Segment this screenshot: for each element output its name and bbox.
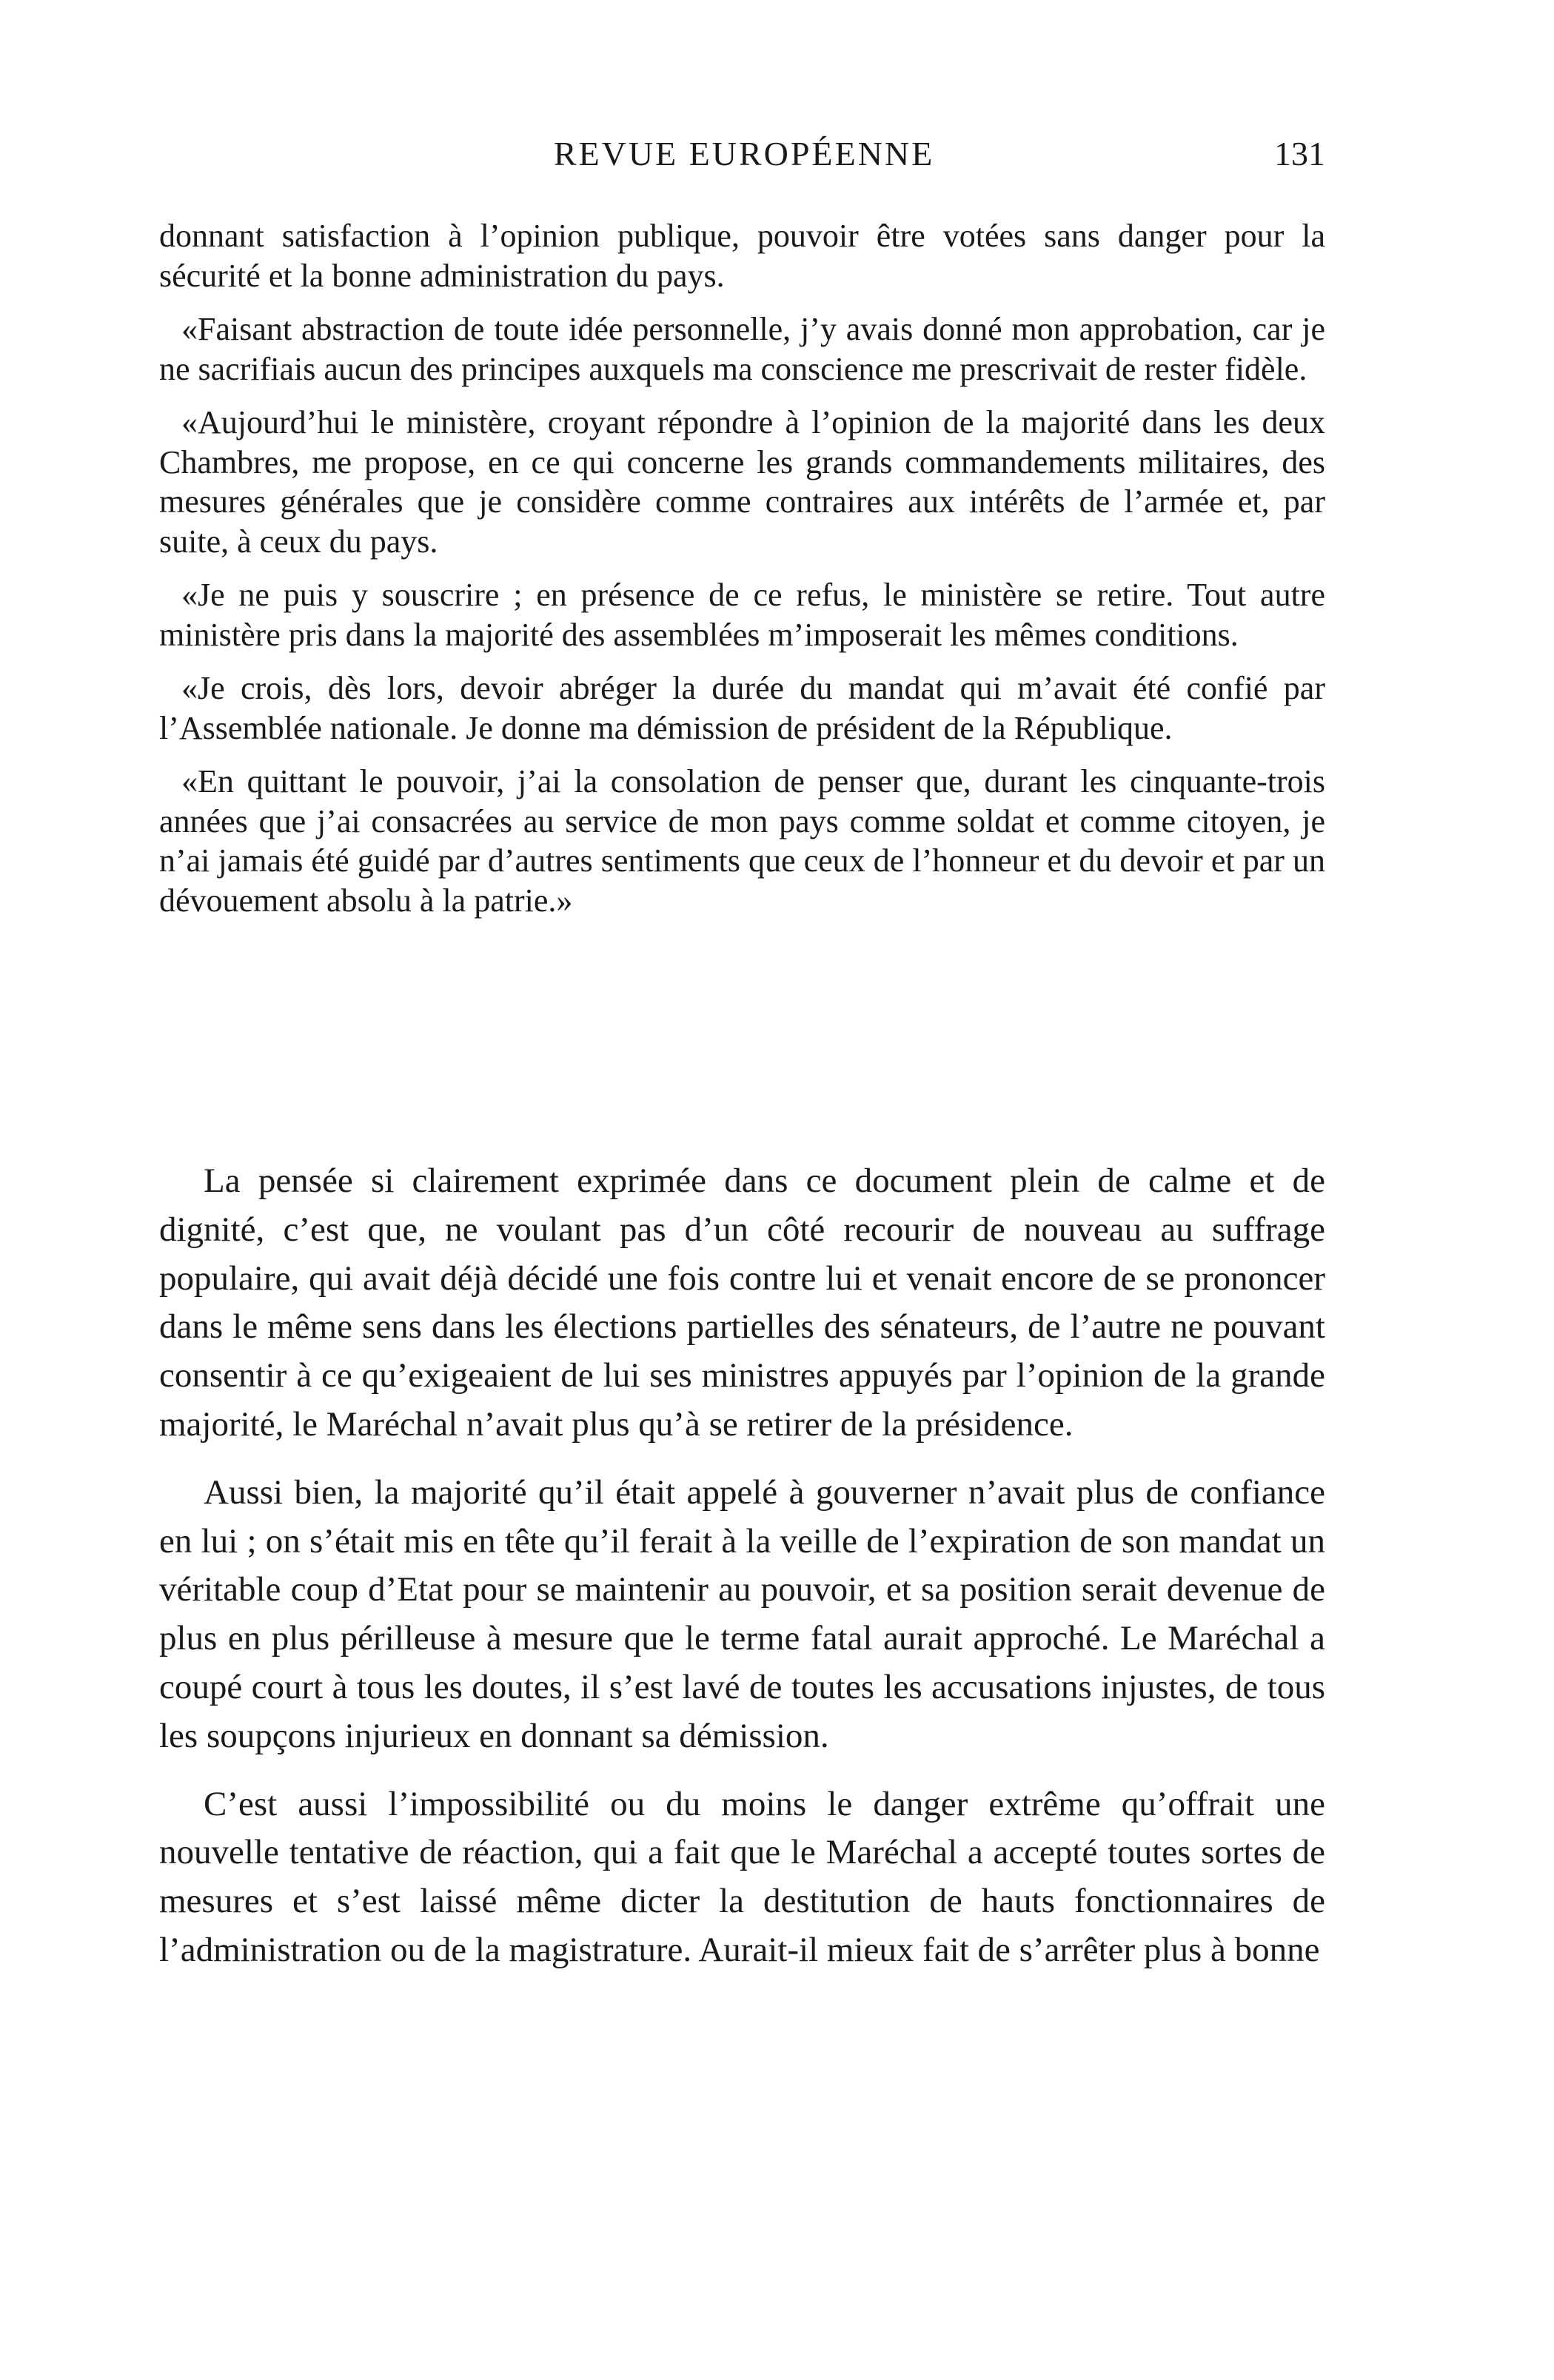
quoted-letter bbox=[159, 216, 1325, 920]
letter-paragraph: «En quittant le pouvoir, j’ai la consolation de penser que, durant les cinquante-trois années que j’ai consacrées au service de mon pays comme soldat et comme citoyen, je n’ai jamais été guidé par d’autres sentiments que ceux de l’honneur et du devoir et par un dévouement absolu à la patrie.» bbox=[159, 763, 1325, 919]
running-title: REVUE EUROPÉENNE bbox=[553, 135, 935, 172]
letter-paragraph: «Je crois, dès lors, devoir abréger la durée du mandat qui m’avait été confié par l’Assemblée nationale. Je donne ma démission de président de la République. bbox=[159, 670, 1325, 746]
running-head bbox=[163, 132, 1325, 176]
body-paragraph: Aussi bien, la majorité qu’il était appelé à gouverner n’avait plus de confiance en lui ; on s’était mis en tête qu’il ferait à la veille de l’expiration de son mandat un véritable coup d’Etat pour se maintenir au pouvoir, et sa position serait devenue de plus en plus périlleuse à mesure que le terme fatal aurait approché. Le Maréchal a coupé court à tous les doutes, il s’est lavé de toutes les accusations injustes, de tous les soupçons injurieux en donnant sa démission. bbox=[159, 1472, 1325, 1755]
body-paragraph: C’est aussi l’impossibilité ou du moins le danger extrême qu’offrait une nouvelle tentative de réaction, qui a fait que le Maréchal a accepté toutes sortes de mesures et s’est laissé même dicter la destitution de hauts fonctionnaires de l’administration ou de la magistrature. Aurait-il mieux fait de s’arrêter plus à bonne bbox=[159, 1784, 1325, 1969]
letter-paragraph: «Faisant abstraction de toute idée personnelle, j’y avais donné mon approbation, car je ne sacrifiais aucun des principes auxquels ma conscience me prescrivait de rester fidèle. bbox=[159, 311, 1325, 387]
body-paragraph: La pensée si clairement exprimée dans ce document plein de calme et de dignité, c’est que, ne voulant pas d’un côté recourir de nouveau au suffrage populaire, qui avait déjà décidé une fois contre lui et venait encore de se prononcer dans le même sens dans les élections partielles des sénateurs, de l’autre ne pouvant consentir à ce qu’exigeaient de lui ses ministres appuyés par l’opinion de la grande majorité, le Maréchal n’avait plus qu’à se retirer de la présidence. bbox=[159, 1161, 1325, 1444]
letter-paragraph: «Aujourd’hui le ministère, croyant répondre à l’opinion de la majorité dans les deux Chambres, me propose, en ce qui concerne les grands commandements militaires, des mesures générales que je considère comme contraires aux intérêts de l’armée et, par suite, à ceux du pays. bbox=[159, 404, 1325, 560]
body-text bbox=[159, 1157, 1325, 1975]
letter-paragraph: donnant satisfaction à l’opinion publique, pouvoir être votées sans danger pour la sécurité et la bonne administration du pays. bbox=[159, 218, 1325, 294]
letter-paragraph: «Je ne puis y souscrire ; en présence de ce refus, le ministère se retire. Tout autre ministère pris dans la majorité des assemblées m’imposerait les mêmes conditions. bbox=[159, 577, 1325, 653]
page-number: 131 bbox=[1274, 135, 1325, 172]
